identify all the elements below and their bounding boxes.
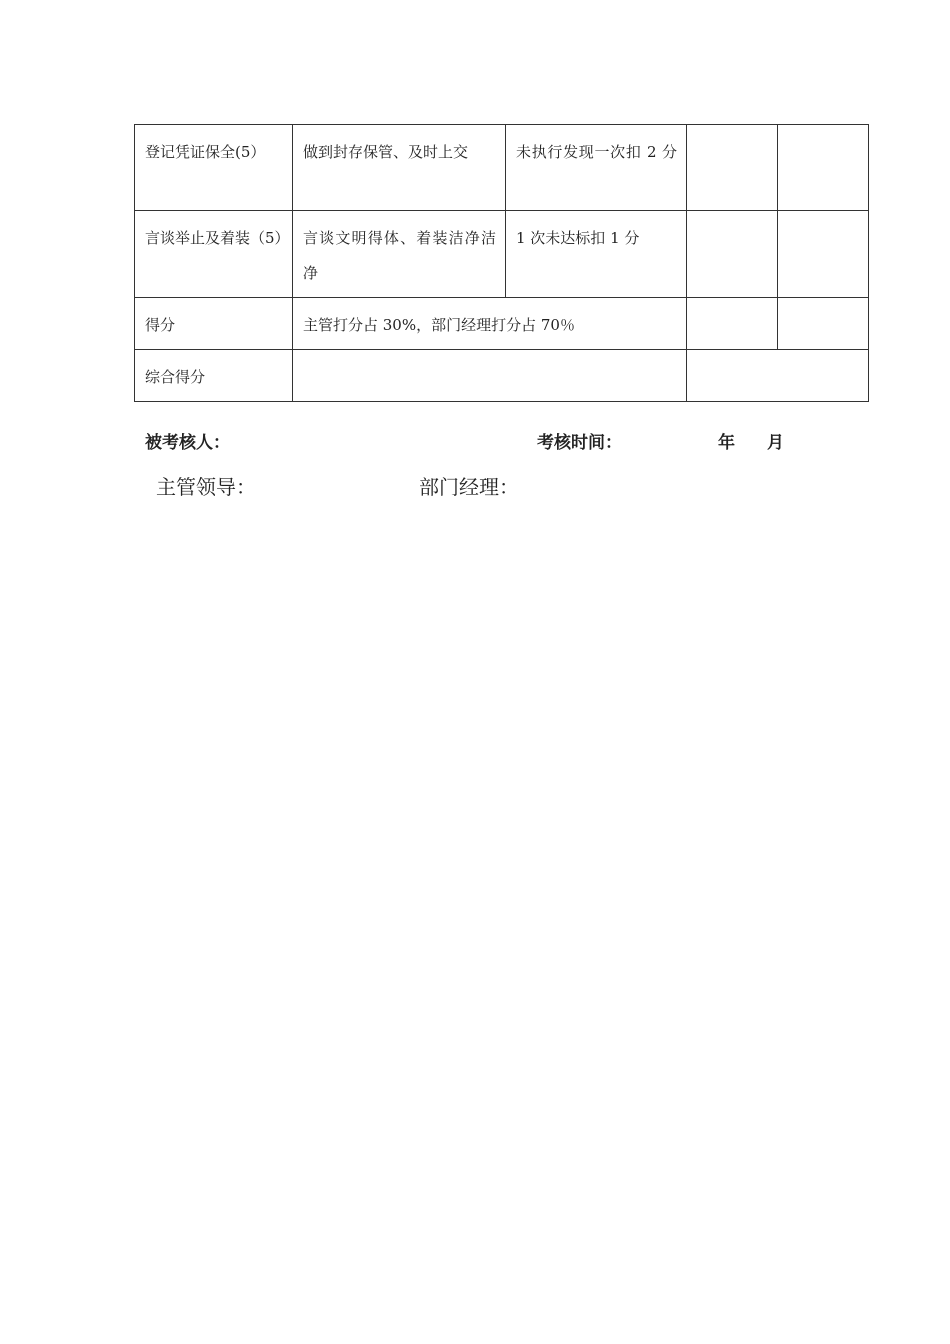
rule-cell: 未执行发现一次扣 2 分 <box>506 125 687 211</box>
total-blank-cell <box>293 350 687 402</box>
table-row <box>135 125 869 211</box>
score-label-cell: 得分 <box>135 298 293 350</box>
evaluation-table <box>134 124 869 402</box>
year-label: 年 <box>718 433 735 453</box>
supervisor-score-cell <box>687 298 778 350</box>
supervisor-score-cell <box>687 125 778 211</box>
standard-cell: 言谈文明得体、着装洁净洁净 <box>293 211 506 298</box>
department-manager-label: 部门经理： <box>419 475 519 499</box>
rule-cell: 1 次未达标扣 1 分 <box>506 211 687 298</box>
table-row <box>135 211 869 298</box>
score-rule-cell: 主管打分占 30%，部门经理打分占 70％ <box>293 298 687 350</box>
item-cell: 登记凭证保全(5） <box>135 125 293 211</box>
manager-score-cell <box>778 211 869 298</box>
manager-score-cell <box>778 298 869 350</box>
table-row <box>135 350 869 402</box>
item-cell: 言谈举止及着装（5） <box>135 211 293 298</box>
supervisor-label: 主管领导： <box>156 475 256 499</box>
month-label: 月 <box>767 433 784 453</box>
table-row <box>135 298 869 350</box>
standard-cell: 做到封存保管、及时上交 <box>293 125 506 211</box>
assessment-time-label: 考核时间： <box>537 433 622 453</box>
manager-score-cell <box>778 125 869 211</box>
total-label-cell: 综合得分 <box>135 350 293 402</box>
total-score-cell <box>687 350 869 402</box>
assessee-label: 被考核人： <box>145 433 230 453</box>
supervisor-score-cell <box>687 211 778 298</box>
